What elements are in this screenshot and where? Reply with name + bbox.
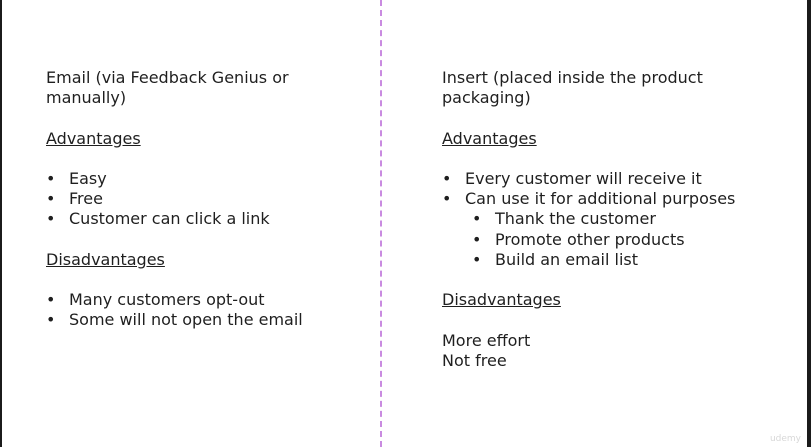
email-disadvantages-title: Disadvantages bbox=[46, 249, 165, 269]
email-column bbox=[46, 68, 346, 331]
list-item: • Every customer will receive it bbox=[442, 169, 782, 189]
sub-list-item: • Build an email list bbox=[442, 250, 782, 270]
email-disadvantages-list bbox=[46, 290, 346, 330]
insert-column bbox=[442, 68, 782, 371]
email-heading-line2: manually) bbox=[46, 88, 127, 108]
insert-heading-line2: packaging) bbox=[442, 88, 531, 108]
insert-advantages-list bbox=[442, 169, 782, 270]
list-item: • Some will not open the email bbox=[46, 310, 346, 330]
watermark-logo: udemy bbox=[769, 434, 801, 444]
insert-disadvantages-title: Disadvantages bbox=[442, 290, 561, 310]
email-heading bbox=[46, 68, 346, 108]
slide bbox=[2, 0, 807, 447]
insert-advantages-title: Advantages bbox=[442, 128, 537, 148]
sub-list-item: • Thank the customer bbox=[442, 209, 782, 229]
insert-heading-line1: Insert (placed inside the product bbox=[442, 68, 703, 87]
list-item: • Easy bbox=[46, 169, 346, 189]
list-item: • Customer can click a link bbox=[46, 209, 346, 229]
email-heading-line1: Email (via Feedback Genius or bbox=[46, 68, 289, 87]
column-divider bbox=[380, 0, 382, 447]
email-advantages-title: Advantages bbox=[46, 128, 141, 148]
email-advantages-list bbox=[46, 169, 346, 230]
list-item: • Free bbox=[46, 189, 346, 209]
insert-disadvantage-2: Not free bbox=[442, 350, 507, 370]
insert-heading bbox=[442, 68, 782, 108]
sub-list-item: • Promote other products bbox=[442, 230, 782, 250]
list-item: • Many customers opt-out bbox=[46, 290, 346, 310]
list-item: • Can use it for additional purposes bbox=[442, 189, 782, 209]
insert-disadvantage-1: More effort bbox=[442, 330, 531, 350]
